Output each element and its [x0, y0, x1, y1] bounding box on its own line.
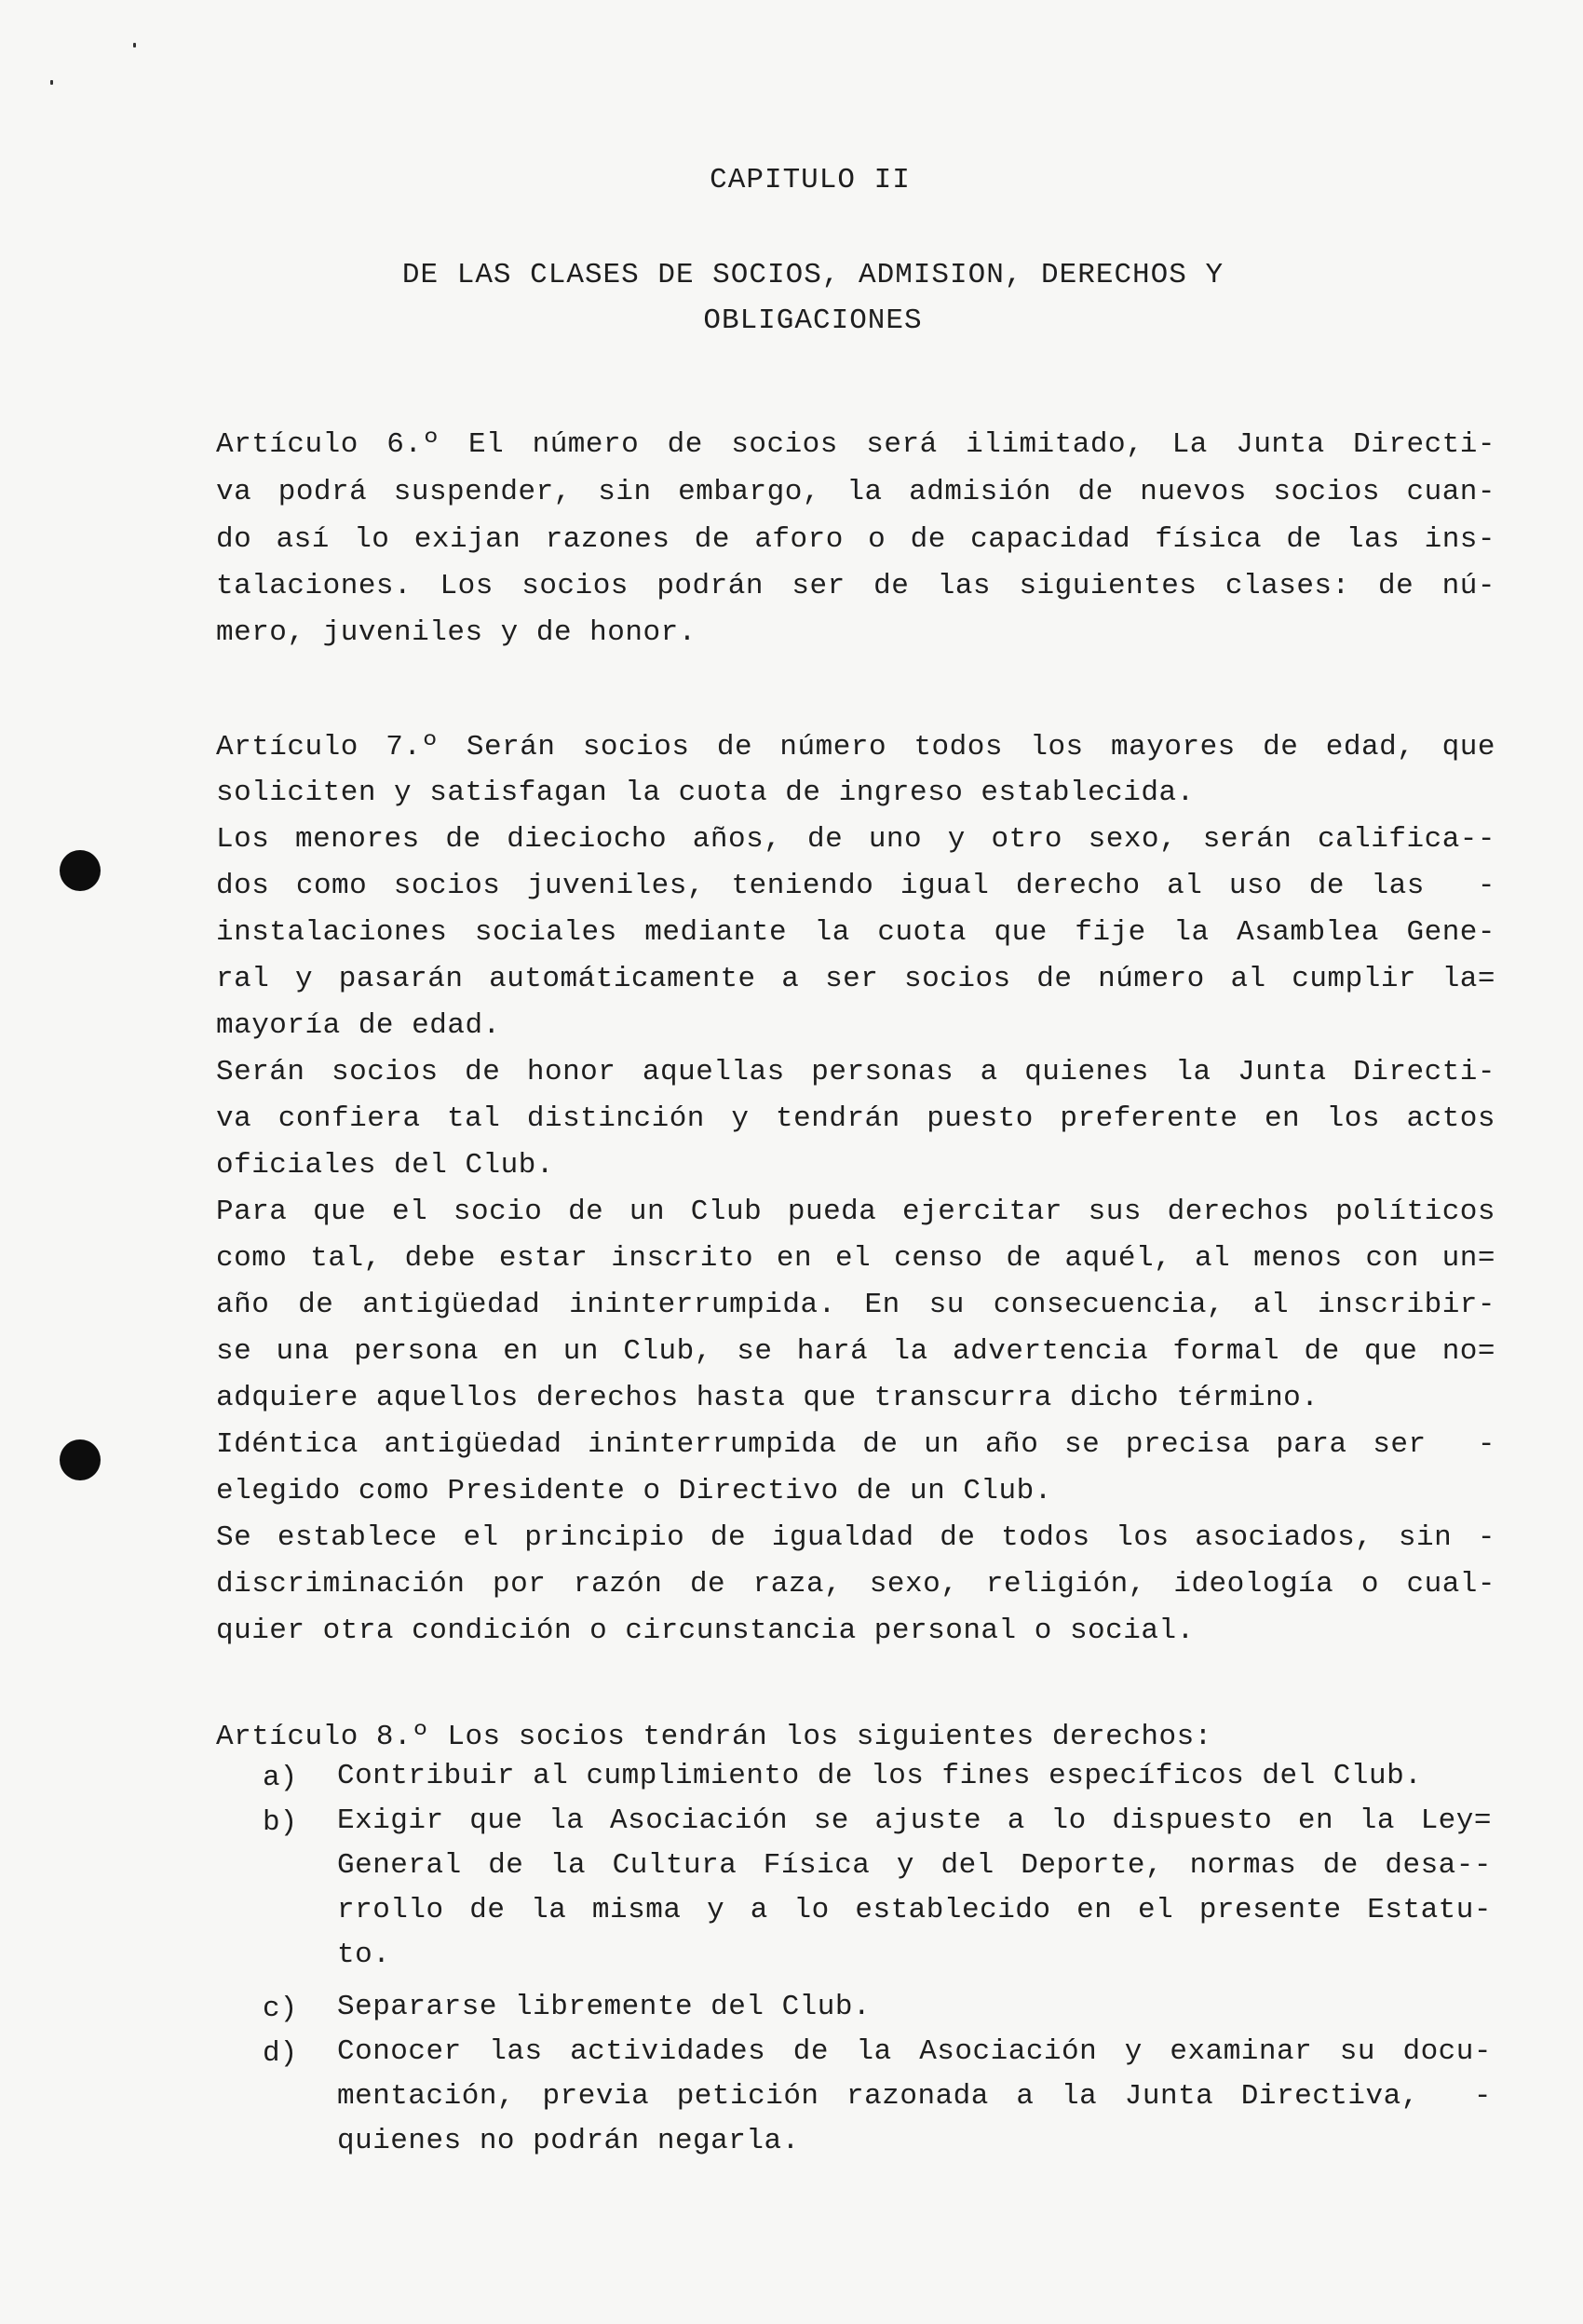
- article-7-line: Artículo 7.º Serán socios de número todos los mayores de edad, que: [216, 731, 1495, 763]
- list-item-letter: b): [263, 1806, 298, 1839]
- punch-hole: [60, 1439, 101, 1480]
- list-item-letter: a): [263, 1762, 298, 1794]
- article-7-line: Se establece el principio de igualdad de todos los asociados, sin -: [216, 1521, 1495, 1554]
- scan-speck: [50, 80, 53, 85]
- scan-speck: [133, 43, 136, 47]
- article-7-line: Los menores de dieciocho años, de uno y otro sexo, serán califica--: [216, 823, 1495, 856]
- list-item-line: Exigir que la Asociación se ajuste a lo dispuesto en la Ley=: [337, 1804, 1492, 1837]
- article-7-line: quier otra condición o circunstancia personal o social.: [216, 1615, 1195, 1647]
- chapter-title-line-1: DE LAS CLASES DE SOCIOS, ADMISION, DERECHOS Y: [401, 259, 1224, 291]
- article-6-line: do así lo exijan razones de aforo o de capacidad física de las ins-: [216, 523, 1495, 556]
- article-7-line: discriminación por razón de raza, sexo, religión, ideología o cual-: [216, 1568, 1495, 1601]
- list-item-line: General de la Cultura Física y del Deporte, normas de desa--: [337, 1849, 1492, 1882]
- article-7-line: va confiera tal distinción y tendrán puesto preferente en los actos: [216, 1102, 1495, 1135]
- punch-hole: [60, 850, 101, 891]
- article-7-line: instalaciones sociales mediante la cuota que fije la Asamblea Gene-: [216, 916, 1495, 949]
- article-8-intro: Artículo 8.º Los socios tendrán los siguientes derechos:: [216, 1721, 1212, 1753]
- list-item-line: Contribuir al cumplimiento de los fines específicos del Club.: [337, 1760, 1423, 1792]
- list-item-letter: c): [263, 1993, 298, 2025]
- article-7-line: se una persona en un Club, se hará la advertencia formal de que no=: [216, 1335, 1495, 1368]
- article-7-line: Para que el socio de un Club pueda ejercitar sus derechos políticos: [216, 1196, 1495, 1228]
- article-6-line: mero, juveniles y de honor.: [216, 616, 697, 649]
- article-7-line: dos como socios juveniles, teniendo igual derecho al uso de las -: [216, 870, 1495, 902]
- list-item-line: Conocer las actividades de la Asociación y examinar su docu-: [337, 2035, 1492, 2068]
- article-7-line: oficiales del Club.: [216, 1149, 554, 1182]
- article-7-line: Idéntica antigüedad ininterrumpida de un año se precisa para ser -: [216, 1428, 1495, 1461]
- article-6-line: talaciones. Los socios podrán ser de las siguientes clases: de nú-: [216, 570, 1495, 602]
- article-7-line: año de antigüedad ininterrumpida. En su consecuencia, al inscribir-: [216, 1289, 1495, 1321]
- article-7-line: soliciten y satisfagan la cuota de ingreso establecida.: [216, 777, 1195, 809]
- article-7-line: ral y pasarán automáticamente a ser socios de número al cumplir la=: [216, 963, 1495, 995]
- list-item-line: to.: [337, 1939, 391, 1971]
- list-item-line: rrollo de la misma y a lo establecido en el presente Estatu-: [337, 1894, 1492, 1926]
- chapter-title-line-2: OBLIGACIONES: [703, 304, 923, 337]
- article-7-line: Serán socios de honor aquellas personas a quienes la Junta Directi-: [216, 1056, 1495, 1088]
- article-6-line: Artículo 6.º El número de socios será ilimitado, La Junta Directi-: [216, 428, 1495, 461]
- article-7-line: adquiere aquellos derechos hasta que transcurra dicho término.: [216, 1382, 1319, 1414]
- list-item-line: quienes no podrán negarla.: [337, 2125, 800, 2157]
- list-item-line: mentación, previa petición razonada a la Junta Directiva, -: [337, 2080, 1492, 2113]
- article-7-line: como tal, debe estar inscrito en el censo de aquél, al menos con un=: [216, 1242, 1495, 1275]
- list-item-line: Separarse libremente del Club.: [337, 1991, 872, 2023]
- chapter-heading: CAPITULO II: [710, 164, 911, 196]
- article-6-line: va podrá suspender, sin embargo, la admisión de nuevos socios cuan-: [216, 476, 1495, 508]
- article-7-line: elegido como Presidente o Directivo de un Club.: [216, 1475, 1052, 1507]
- article-7-line: mayoría de edad.: [216, 1009, 501, 1042]
- list-item-letter: d): [263, 2037, 298, 2070]
